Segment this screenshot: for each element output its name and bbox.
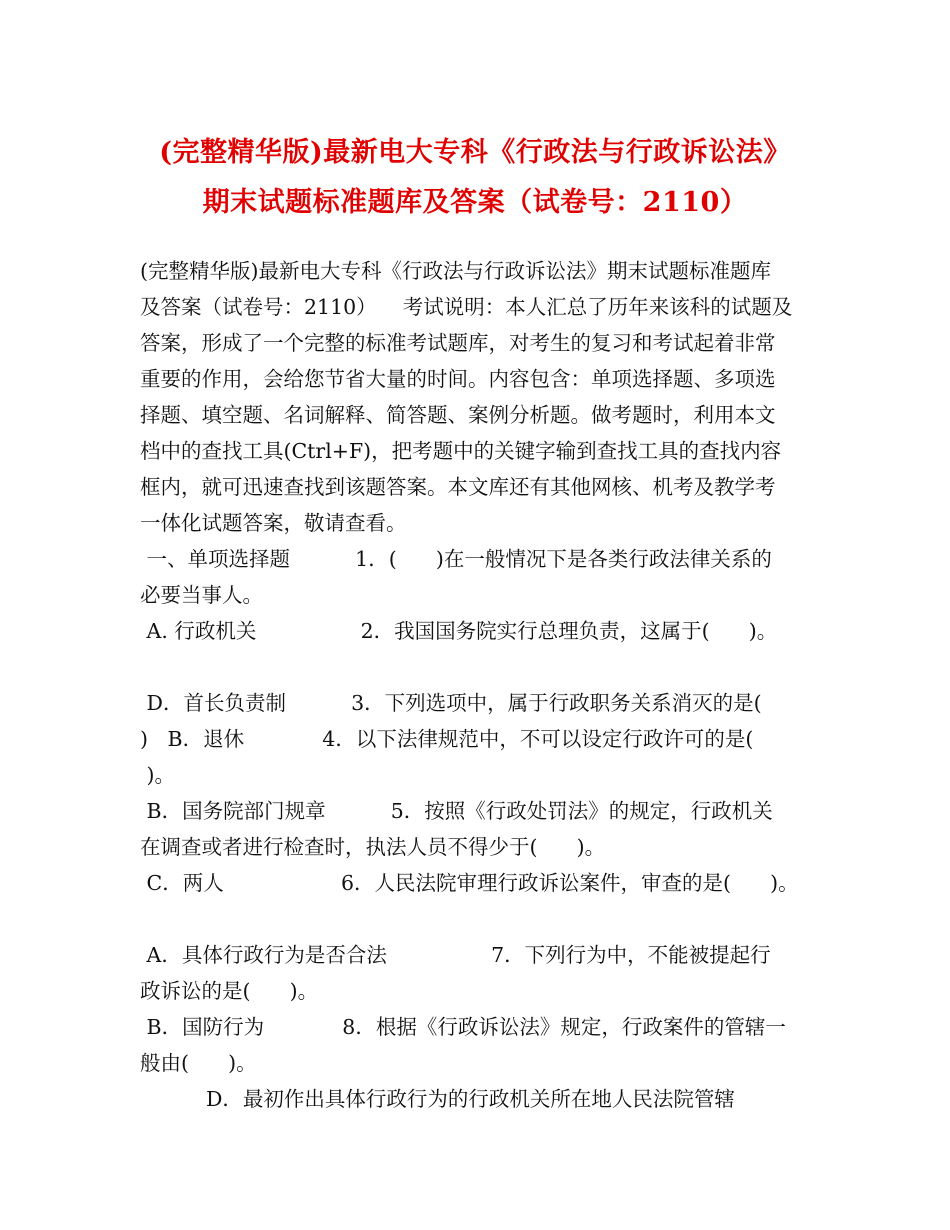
question-line: 必要当事人。 [140, 583, 263, 607]
blank-line [140, 649, 820, 685]
body-line: (完整精华版)最新电大专科《行政法与行政诉讼法》期末试题标准题库 [140, 259, 771, 283]
answer-line: A. 行政机关 2．我国国务院实行总理负责，这属于( )。 [140, 619, 778, 643]
blank-line [140, 901, 820, 937]
answer-line: )。 [140, 763, 176, 787]
answer-line: A．具体行政行为是否合法 7．下列行为中，不能被提起行 [140, 943, 771, 967]
body-line: 择题、填空题、名词解释、简答题、案例分析题。做考题时，利用本文 [140, 403, 776, 427]
answer-line: C．两人 6．人民法院审理行政诉讼案件，审查的是( )。 [140, 871, 799, 895]
body-line: 重要的作用，会给您节省大量的时间。内容包含：单项选择题、多项选 [140, 367, 776, 391]
body-line: 框内，就可迅速查找到该题答案。本文库还有其他网核、机考及教学考 [140, 475, 776, 499]
body-line: 档中的查找工具(Ctrl+F)，把考题中的关键字输到查找工具的查找内容 [140, 439, 782, 463]
question-line: 一、单项选择题 1．( )在一般情况下是各类行政法律关系的 [140, 547, 772, 571]
answer-line: B．国务院部门规章 5．按照《行政处罚法》的规定，行政机关 [140, 799, 773, 823]
document-title-line-1: (完整精华版)最新电大专科《行政法与行政诉讼法》 [159, 137, 791, 168]
answer-line: D．最初作出具体行政行为的行政机关所在地人民法院管辖 [206, 1087, 735, 1111]
answer-line: D．首长负责制 3．下列选项中，属于行政职务关系消灭的是( [140, 691, 762, 715]
body-line: 一体化试题答案，敬请查看。 [140, 511, 407, 535]
body-line: 答案，形成了一个完整的标准考试题库，对考生的复习和考试起着非常 [140, 331, 776, 355]
question-line: 在调查或者进行检查时，执法人员不得少于( )。 [140, 835, 606, 859]
question-line: 般由( )。 [140, 1051, 257, 1075]
document-title-line-2: 期末试题标准题库及答案（试卷号：2110） [202, 187, 748, 218]
body-line: 及答案（试卷号：2110） 考试说明：本人汇总了历年来该科的试题及 [140, 295, 793, 319]
answer-line: B．国防行为 8．根据《行政诉讼法》规定，行政案件的管辖一 [140, 1015, 786, 1039]
answer-line: ) B．退休 4．以下法律规范中，不可以设定行政许可的是( [140, 727, 754, 751]
document-body [140, 253, 820, 1117]
question-line: 政诉讼的是( )。 [140, 979, 319, 1003]
